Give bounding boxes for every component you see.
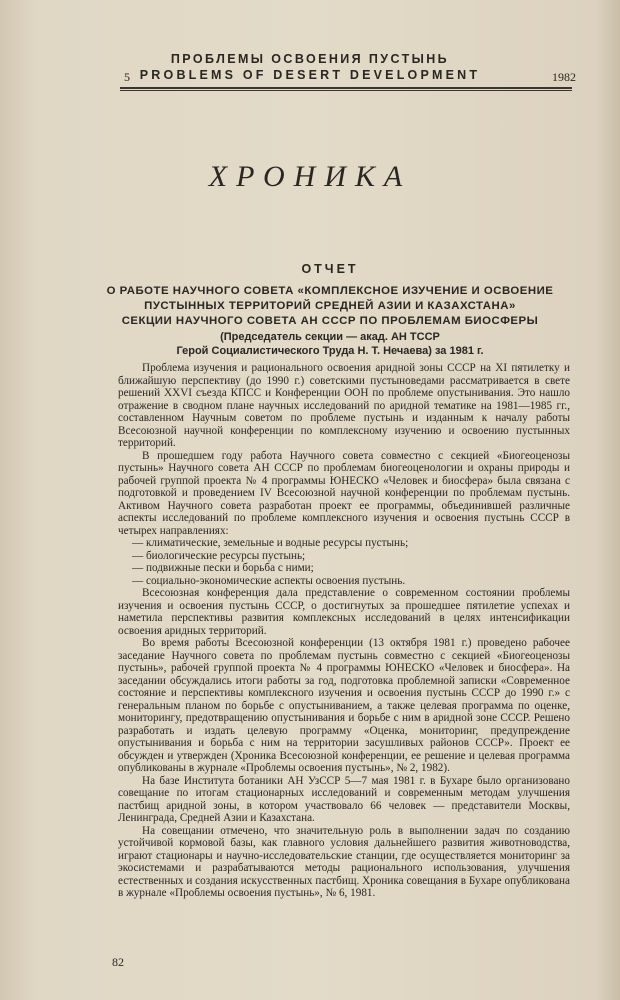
heading-line: О РАБОТЕ НАУЧНОГО СОВЕТА «КОМПЛЕКСНОЕ ИЗУЧЕНИЕ И ОСВОЕНИЕ <box>106 285 554 297</box>
directions-list <box>118 537 570 587</box>
list-item: — социально-экономические аспекты освоения пустынь. <box>132 574 406 587</box>
heading-line: ПУСТЫННЫХ ТЕРРИТОРИЙ СРЕДНЕЙ АЗИИ И КАЗАХСТАНА» <box>144 300 516 312</box>
list-item: — подвижные пески и борьба с ними; <box>132 562 314 574</box>
list-item: — биологические ресурсы пустынь; <box>132 549 306 562</box>
page-number: 82 <box>112 955 124 969</box>
header-rule-thick <box>120 87 572 89</box>
paragraph: Проблема изучения и рационального освоения аридной зоны СССР на XI пятилетку и ближайшую перспективу (до 1990 г.) советскими пустыноведами рассматривается в свете решений XXVI съезда КПСС и Конференции ООН по проблеме опустынивания. Это нашло отражение в сводном плане научных исследований по аридной тематике на 1981—1985 гг., составленном Научным советом по проблеме пустынь и изданным к началу работы Всесоюзной научной конференции по комплексному изучению и освоению пустынных территорий. <box>118 362 570 449</box>
header-rule-thin <box>120 90 572 91</box>
issue-year: 1982 <box>552 70 576 84</box>
subheading-line: Герой Социалистического Труда Н. Т. Нечаева) за 1981 г. <box>176 345 484 357</box>
paragraph: В прошедшем году работа Научного совета совместно с секцией «Биогеоценозы пустынь» Научного совета АН СССР по проблемам биогеоценологии и охраны природы и рабочей группой проекта № 4 программы ЮНЕСКО «Человек и биосфера» была связана с подготовкой и проведением IV Всесоюзной научной конференции по проблемам пустынь. Активом Научного совета разработан проект ее программы, объединившей различные аспекты исследований по проблеме комплексного изучения и освоения пустынь СССР в четырех направлениях: <box>118 449 570 537</box>
subheading-line: (Председатель секции — акад. АН ТССР <box>220 331 440 343</box>
journal-title-ru: ПРОБЛЕМЫ ОСВОЕНИЯ ПУСТЫНЬ <box>170 52 450 66</box>
list-item: — климатические, земельные и водные ресурсы пустынь; <box>132 537 409 549</box>
article-heading <box>100 284 560 329</box>
heading-line: СЕКЦИИ НАУЧНОГО СОВЕТА АН СССР ПО ПРОБЛЕМАМ БИОСФЕРЫ <box>121 315 539 327</box>
issue-number: 5 <box>124 70 130 84</box>
journal-title-en: PROBLEMS OF DESERT DEVELOPMENT <box>139 68 481 82</box>
paragraph: На совещании отмечено, что значительную роль в выполнении задач по созданию устойчивой кормовой базы, как главного условия дальнейшего развития животноводства, играют стационары и научно-исследовательские станции, где осуществляется мониторинг за экосистемами и разрабатываются методы рационального использования, улучшения естественных и создания искусственных пастбищ. Хроника совещания в Бухаре опубликована в журнале «Проблемы освоения пустынь», № 6, 1981. <box>118 824 570 899</box>
section-title: ХРОНИКА <box>208 160 412 193</box>
paragraph: На базе Института ботаники АН УзССР 5—7 мая 1981 г. в Бухаре было организовано совещание по итогам стационарных исследований и современным методам улучшения пастбищ аридной зоны, в котором участвовало 66 человек — представители Москвы, Ленинграда, Средней Азии и Казахстана. <box>118 774 570 824</box>
article-subheading <box>100 330 560 358</box>
article-body <box>118 362 570 900</box>
paragraph: Во время работы Всесоюзной конференции (13 октября 1981 г.) проведено рабочее заседание Научного совета по проблемам пустынь совместно с секцией «Биогеоценозы пустынь», рабочей группой проекта № 4 программы ЮНЕСКО «Человек и биосфера». На заседании обсуждались итоги работы за год, подготовка проблемной записки «Современное состояние и перспективы комплексного изучения и освоения пустынь СССР до 1990 г.» с генеральным планом по борьбе с опустыниванием, а также целевая программа по оценке, мониторингу, предотвращению опустынивания и борьбе с ним в аридной зоне СССР. Решено разработать и издать целевую программу «Оценка, мониторинг, предупреждение опустынивания и борьба с ним на территории засушливых районов СССР». Проект ее обсужден и утвержден (Хроника Всесоюзной конференции, ее решение и целевая программа опубликованы в журнале «Проблемы освоения пустынь», № 2, 1982). <box>118 637 570 774</box>
paragraph: Всесоюзная конференция дала представление о современном состоянии проблемы изучения и освоения пустынь СССР, о достигнутых за прошедшее пятилетие успехах и наметила перспективы развития комплексных исследований в целях интенсификации освоения аридных территорий. <box>118 587 570 637</box>
article-kicker: ОТЧЕТ <box>301 262 359 276</box>
